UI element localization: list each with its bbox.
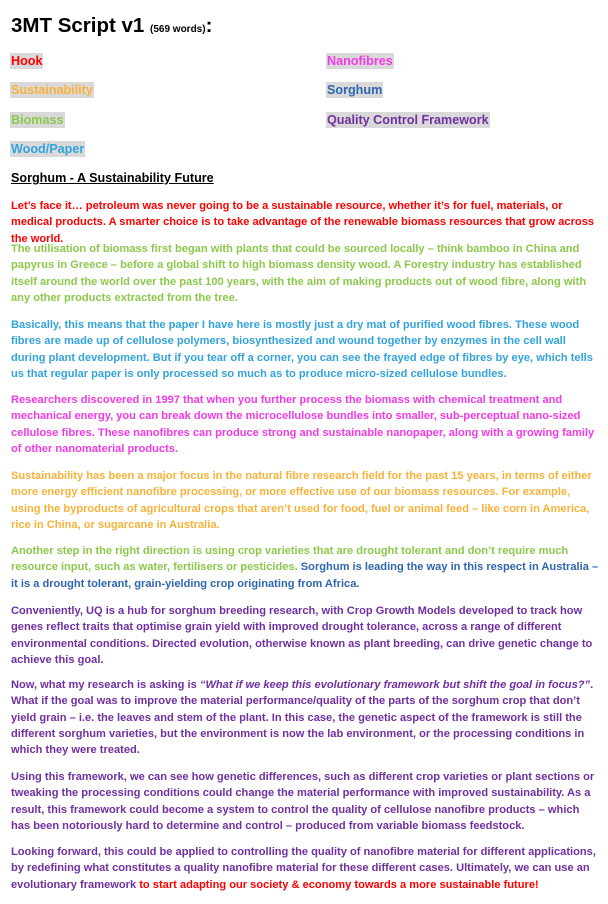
paragraph-nanofibres: Researchers discovered in 1997 that when you further process the biomass with chemical treatment and mechanical energy, you can break down the microcellulose bundles into smaller, sub-perceptual nano-sized cellulose fibres. These nanofibres can produce strong and sustainable nanopaper, along with a growing family of other nanomaterial products. xyxy=(11,394,595,455)
legend-biomass: Biomass xyxy=(11,113,64,127)
conclusion-framework: Looking forward, this could be applied to controlling the quality of nanofibre material for different applications, by redefining what constitutes a quality nanofibre material for these different cases. Ultimately, we can use an evolutionary framework xyxy=(11,846,596,891)
paragraph-crop-varieties xyxy=(11,543,601,592)
legend-quality-control-framework: Quality Control Framework xyxy=(327,113,489,127)
paragraph-crop-varieties-biomass: Another step in the right direction is using crop varieties that are drought tolerant and don’t require much resource input, such as water, fertilisers or pesticides. xyxy=(11,545,569,574)
section-heading: Sorghum - A Sustainability Future xyxy=(11,171,214,185)
research-question-lead: Now, what my research is asking is xyxy=(11,679,200,691)
word-count: (569 words) xyxy=(150,24,206,35)
document-title xyxy=(11,14,212,38)
title-text: 3MT Script v1 xyxy=(11,14,145,37)
legend-hook: Hook xyxy=(11,54,43,68)
legend-wood-paper: Wood/Paper xyxy=(11,142,85,156)
paragraph-conclusion xyxy=(11,844,601,893)
legend-nanofibres: Nanofibres xyxy=(327,54,393,68)
paragraph-sustainability: Sustainability has been a major focus in the natural fibre research field for the past 15 years, in terms of either more energy efficient nanofibre processing, or more effective use of our biomass resources. For example, using the byproducts of agricultural crops that aren’t used for food, fuel or animal feed – like corn in America, rice in China, or sugarcane in Australia. xyxy=(11,470,592,531)
legend-sustainability: Sustainability xyxy=(11,83,93,97)
paragraph-wood-paper: Basically, this means that the paper I have here is mostly just a dry mat of purified wood fibres. These wood fibres are made up of cellulose polymers, biosynthesized and wound together by enzymes in the cell wall during plant development. But if you tear off a corner, you can see the frayed edge of fibres by eye, which tells us that regular paper is only processed so much as to produce micro-sized cellulose bundles. xyxy=(11,319,593,380)
paragraph-crop-varieties-sorghum: Sorghum is leading the way in this respect in Australia – it is a drought tolerant, grain-yielding crop originating from Africa. xyxy=(11,561,599,590)
paragraph-uq-hub: Conveniently, UQ is a hub for sorghum breeding research, with Crop Growth Models developed to track how genes reflect traits that optimise grain yield with improved drought tolerance, across a range of different environmental conditions. Directed evolution, otherwise known as plant breeding, can drive genetic change to achieve this goal. xyxy=(11,605,593,666)
paragraph-framework-use: Using this framework, we can see how genetic differences, such as different crop varieties or plant sections or tweaking the processing conditions could change the material performance with improved sustainability. As a result, this framework could become a system to control the quality of cellulose nanofibre products – which has been notoriously hard to determine and control – produced from variable biomass feedstock. xyxy=(11,771,595,832)
title-colon: : xyxy=(205,14,213,37)
legend-sorghum: Sorghum xyxy=(327,83,383,97)
research-question-quote: “What if we keep this evolutionary framework but shift the goal in focus?” xyxy=(199,679,591,691)
paragraph-research-question xyxy=(11,677,601,758)
research-question-body: . What if the goal was to improve the material performance/quality of the parts of the sorghum crop that don’t yield grain – i.e. the leaves and stem of the plant. In this case, the genetic aspect of the framework is still the different sorghum varieties, but the environment is now the lab environment, or the processing conditions in which they were treated. xyxy=(11,679,594,757)
paragraph-hook: Let’s face it… petroleum was never going to be a sustainable resource, whether it’s for fuel, materials, or medical products. A smarter choice is to take advantage of the renewable biomass resources that grow across the world. xyxy=(11,200,595,245)
conclusion-hook: to start adapting our society & economy towards a more sustainable future! xyxy=(136,878,539,891)
paragraph-biomass: The utilisation of biomass first began with plants that could be sourced locally – think bamboo in China and papyrus in Greece – before a global shift to high biomass density wood. A Forestry industry has established itself around the world over the past 100 years, with the aim of making products out of wood fibre, along with any other products extracted from the tree. xyxy=(11,243,587,304)
